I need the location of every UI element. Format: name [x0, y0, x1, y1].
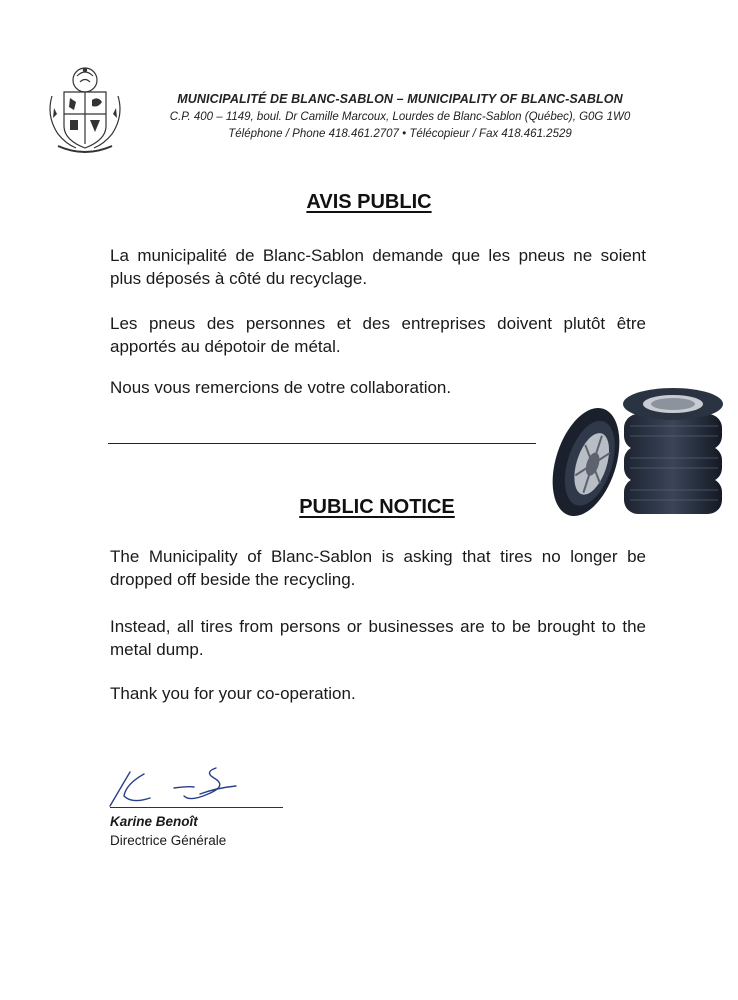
french-paragraph-2: Les pneus des personnes et des entreprises doivent plutôt être apportés au dépotoir de métal. — [110, 314, 646, 356]
municipality-name: MUNICIPALITÉ DE BLANC-SABLON – MUNICIPALITY OF BLANC-SABLON — [177, 92, 623, 106]
english-paragraph-1: The Municipality of Blanc-Sablon is asking that tires no longer be dropped off beside the recycling. — [110, 547, 646, 589]
municipality-address: C.P. 400 – 1149, boul. Dr Camille Marcoux, Lourdes de Blanc-Sablon (Québec), G0G 1W0 — [169, 111, 631, 123]
english-paragraph-2: Instead, all tires from persons or businesses are to be brought to the metal dump. — [110, 617, 646, 659]
letterhead — [140, 92, 660, 140]
municipality-phone-fax: Téléphone / Phone 418.461.2707 • Télécopieur / Fax 418.461.2529 — [228, 128, 572, 140]
handwritten-signature — [104, 762, 244, 812]
municipal-crest-icon — [44, 62, 126, 158]
signature-line — [110, 807, 283, 808]
section-divider — [108, 443, 536, 444]
french-paragraph-3: Nous vous remercions de votre collaboration. — [110, 378, 452, 397]
signer-role: Directrice Générale — [110, 833, 227, 848]
french-paragraph-1: La municipalité de Blanc-Sablon demande que les pneus ne soient plus déposés à côté du recyclage. — [110, 246, 646, 288]
english-notice-title: PUBLIC NOTICE — [299, 496, 455, 518]
english-paragraph-3: Thank you for your co-operation. — [110, 684, 356, 703]
signer-name: Karine Benoît — [110, 814, 198, 829]
french-notice-title: AVIS PUBLIC — [306, 191, 432, 213]
